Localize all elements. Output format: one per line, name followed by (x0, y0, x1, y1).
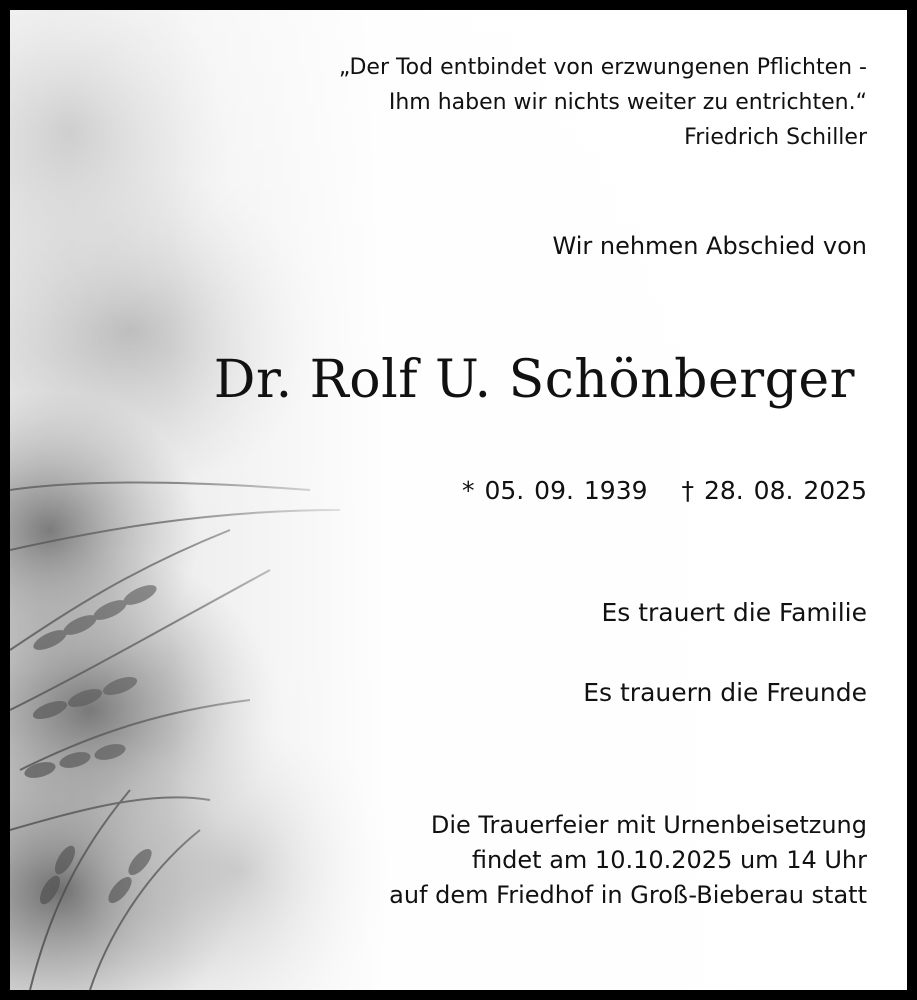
quote-block (339, 50, 867, 155)
obituary-card (10, 10, 907, 990)
ceremony-line-2: findet am 10.10.2025 um 14 Uhr (471, 846, 867, 874)
quote-author: Friedrich Schiller (684, 125, 867, 150)
birth-date: * 05. 09. 1939 (462, 476, 648, 505)
life-dates (462, 476, 867, 505)
deceased-name: Dr. Rolf U. Schönberger (213, 350, 855, 410)
mourners-family: Es trauert die Familie (601, 598, 867, 627)
ceremony-line-1: Die Trauerfeier mit Urnenbeisetzung (430, 811, 867, 839)
quote-line-2: Ihm haben wir nichts weiter zu entrichten.“ (388, 90, 867, 115)
death-date: † 28. 08. 2025 (681, 476, 867, 505)
ceremony-line-3: auf dem Friedhof in Groß-Bieberau statt (389, 881, 867, 909)
farewell-intro: Wir nehmen Abschied von (552, 232, 867, 260)
ceremony-info (389, 808, 867, 913)
mourners-friends: Es trauern die Freunde (583, 678, 867, 707)
quote-line-1: „Der Tod entbindet von erzwungenen Pflichten - (338, 55, 867, 80)
